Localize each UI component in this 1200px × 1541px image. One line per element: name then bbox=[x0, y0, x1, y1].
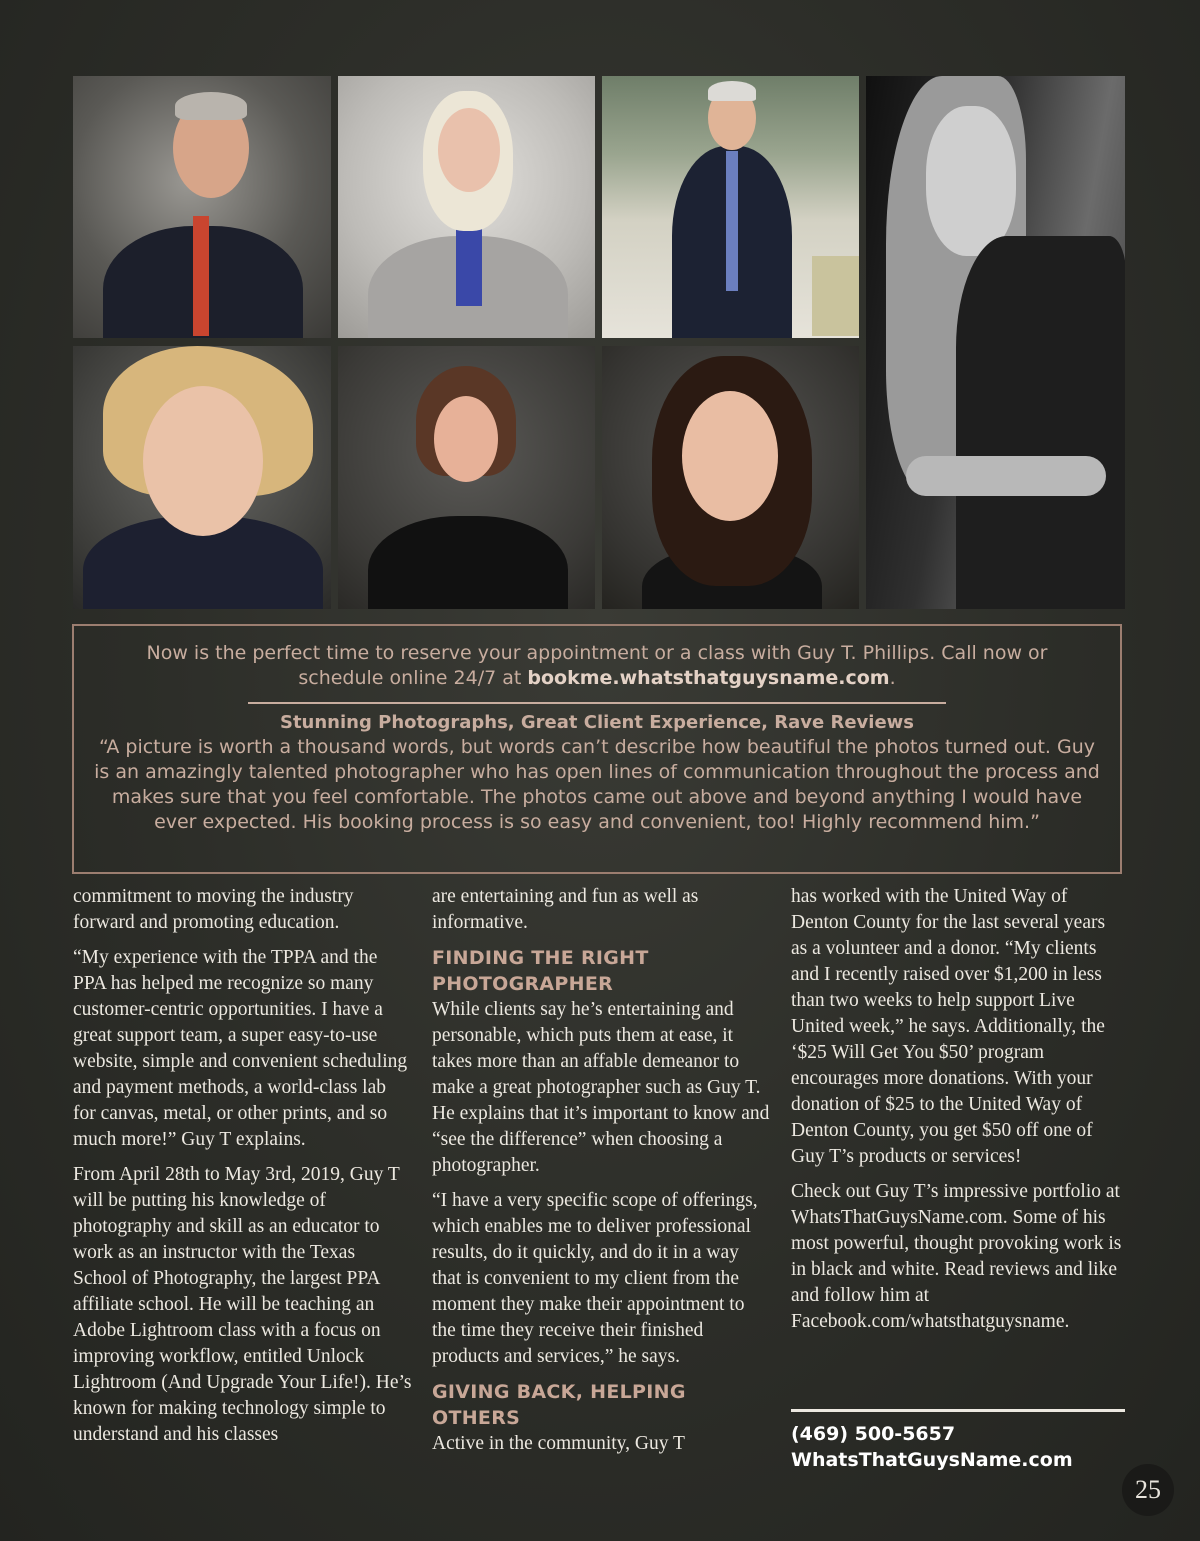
col3-paragraph-2: Check out Guy T’s impressive portfolio at WhatsThatGuysName.com. Some of his most powerful, thought provoking work is in black and white. Read reviews and like and follow him at Facebook.com/whatsthatguysname. bbox=[791, 1181, 1122, 1332]
appointment-callout-box bbox=[72, 624, 1122, 874]
callout-divider bbox=[248, 702, 946, 704]
testimonial-quote: “A picture is worth a thousand words, but words can’t describe how beautiful the photos turned out. Guy is an amazingly talented photographer who has open lines of communication throughout the process and makes sure that you feel comfortable. The photos came out above and beyond anything I would have ever expected. His booking process is so easy and convenient, too! Highly recommend him.” bbox=[94, 736, 1100, 833]
callout-lead-post: . bbox=[889, 667, 896, 689]
portrait-woman-brown-hair-black-top bbox=[338, 346, 595, 609]
portrait-woman-black-and-white bbox=[866, 76, 1125, 609]
col1-paragraph-2: “My experience with the TPPA and the PPA has helped me recognize so many customer-centric opportunities. I have a great support team, a super easy-to-use website, simple and convenient scheduling and payment methods, a world-class lab for canvas, metal, or other prints, and so much more!” Guy T explains. bbox=[73, 947, 408, 1150]
page-number: 25 bbox=[1122, 1464, 1174, 1516]
section-heading-giving-back: GIVING BACK, HELPING OTHERS bbox=[432, 1381, 686, 1429]
col2-paragraph-4: Active in the community, Guy T bbox=[432, 1433, 685, 1454]
col1-paragraph-3: From April 28th to May 3rd, 2019, Guy T will be putting his knowledge of photography and skill as an educator to work as an instructor with the Texas School of Photography, the largest PPA affiliate school. He will be teaching an Adobe Lightroom class with a focus on improving workflow, entitled Unlock Lightroom (And Upgrade Your Life!). He’s known for making technology simple to understand and his classes bbox=[73, 1164, 412, 1445]
callout-lead-text bbox=[104, 641, 1090, 691]
col2-paragraph-1: are entertaining and fun as well as informative. bbox=[432, 886, 699, 933]
article-column-2 bbox=[432, 884, 772, 1466]
col2-paragraph-3: “I have a very specific scope of offerings, which enables me to deliver professional results, do it quickly, and do it in a way that is convenient to my client from the moment they make their appointment to the time they receive their finished products and services,” he says. bbox=[432, 1190, 758, 1367]
booking-link[interactable]: bookme.whatsthatguysname.com bbox=[527, 667, 890, 689]
section-heading-finding-photographer: FINDING THE RIGHT PHOTOGRAPHER bbox=[432, 947, 649, 995]
portrait-man-red-tie bbox=[73, 76, 331, 338]
contact-website[interactable]: WhatsThatGuysName.com bbox=[791, 1449, 1073, 1471]
col3-paragraph-1: has worked with the United Way of Denton County for the last several years as a volunteer and a donor. “My clients and I recently raised over $1,200 in less than two weeks to help support Live United week,” he says. Additionally, the ‘$25 Will Get You $50’ program encourages more donations. With your donation of $25 to the United Way of Denton County, you get $50 off one of Guy T’s products or services! bbox=[791, 886, 1106, 1167]
portrait-man-suit-living-room bbox=[602, 76, 859, 338]
portrait-woman-blonde-gray-blazer bbox=[338, 76, 595, 338]
callout-heading: Stunning Photographs, Great Client Experience, Rave Reviews bbox=[279, 712, 915, 733]
article-column-3 bbox=[791, 884, 1125, 1344]
callout-lead-pre: Now is the perfect time to reserve your appointment or a class with Guy T. Phillips. Call now or schedule online 24/7 at bbox=[146, 642, 1048, 689]
contact-phone[interactable]: (469) 500-5657 bbox=[791, 1423, 956, 1445]
col1-paragraph-1: commitment to moving the industry forward and promoting education. bbox=[73, 886, 354, 933]
article-column-1 bbox=[73, 884, 413, 1457]
portrait-woman-short-blonde-hair bbox=[73, 346, 331, 609]
col2-paragraph-2: While clients say he’s entertaining and personable, which puts them at ease, it takes more than an affable demeanor to make a great photographer such as Guy T. He explains that it’s important to know and “see the difference” when choosing a photographer. bbox=[432, 999, 770, 1176]
portrait-woman-dark-hair-smiling bbox=[602, 346, 859, 609]
contact-divider bbox=[791, 1409, 1125, 1412]
